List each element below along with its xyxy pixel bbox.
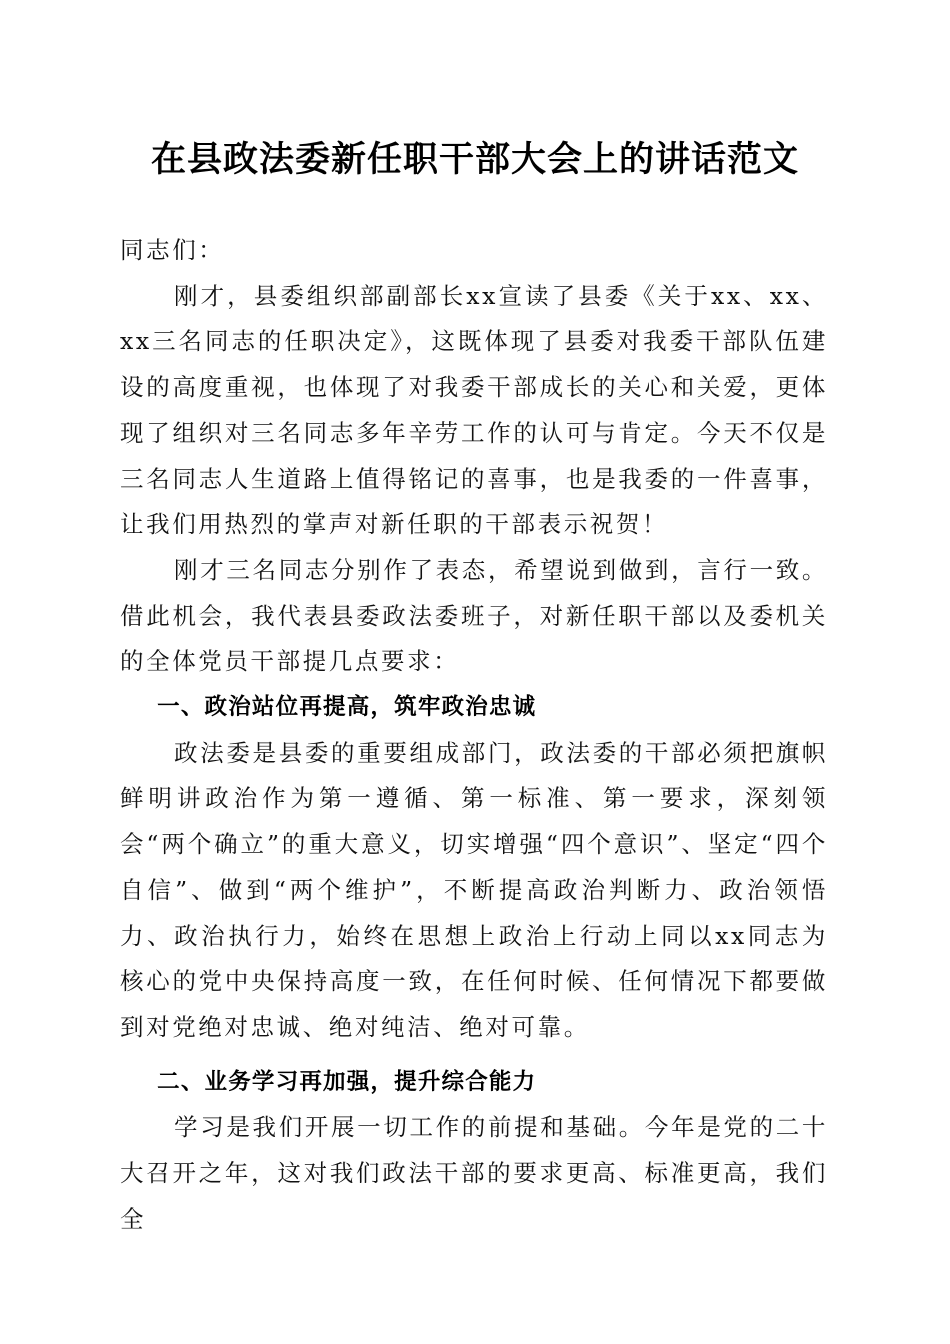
- document-body: [120, 228, 828, 1242]
- document-title: 在县政法委新任职干部大会上的讲话范文: [150, 139, 799, 180]
- body-paragraph: 刚才三名同志分别作了表态，希望说到做到，言行一致。借此机会，我代表县委政法委班子，对新任职干部以及委机关的全体党员干部提几点要求：: [120, 555, 828, 676]
- salutation: 同志们：: [120, 236, 225, 264]
- section-heading: 二、业务学习再加强，提升综合能力: [157, 1068, 537, 1095]
- section-paragraph: 政法委是县委的重要组成部门，政法委的干部必须把旗帜鲜明讲政治作为第一遵循、第一标准、第一要求，深刻领会“两个确立”的重大意义，切实增强“四个意识”、坚定“四个自信”、做到“两个维护”，不断提高政治判断力、政治领悟力、政治执行力，始终在思想上政治上行动上同以xx同志为核心的党中央保持高度一致，在任何时候、任何情况下都要做到对党绝对忠诚、绝对纯洁、绝对可靠。: [120, 738, 828, 1041]
- body-paragraph: 刚才，县委组织部副部长xx宣读了县委《关于xx、xx、xx三名同志的任职决定》，这既体现了县委对我委干部队伍建设的高度重视，也体现了对我委干部成长的关心和关爱，更体现了组织对三名同志多年辛劳工作的认可与肯定。今天不仅是三名同志人生道路上值得铭记的喜事，也是我委的一件喜事，让我们用热烈的掌声对新任职的干部表示祝贺！: [120, 281, 828, 539]
- section-heading: 一、政治站位再提高，筑牢政治忠诚: [157, 694, 537, 721]
- section-paragraph: 学习是我们开展一切工作的前提和基础。今年是党的二十大召开之年，这对我们政法干部的要求更高、标准更高，我们全: [120, 1113, 828, 1233]
